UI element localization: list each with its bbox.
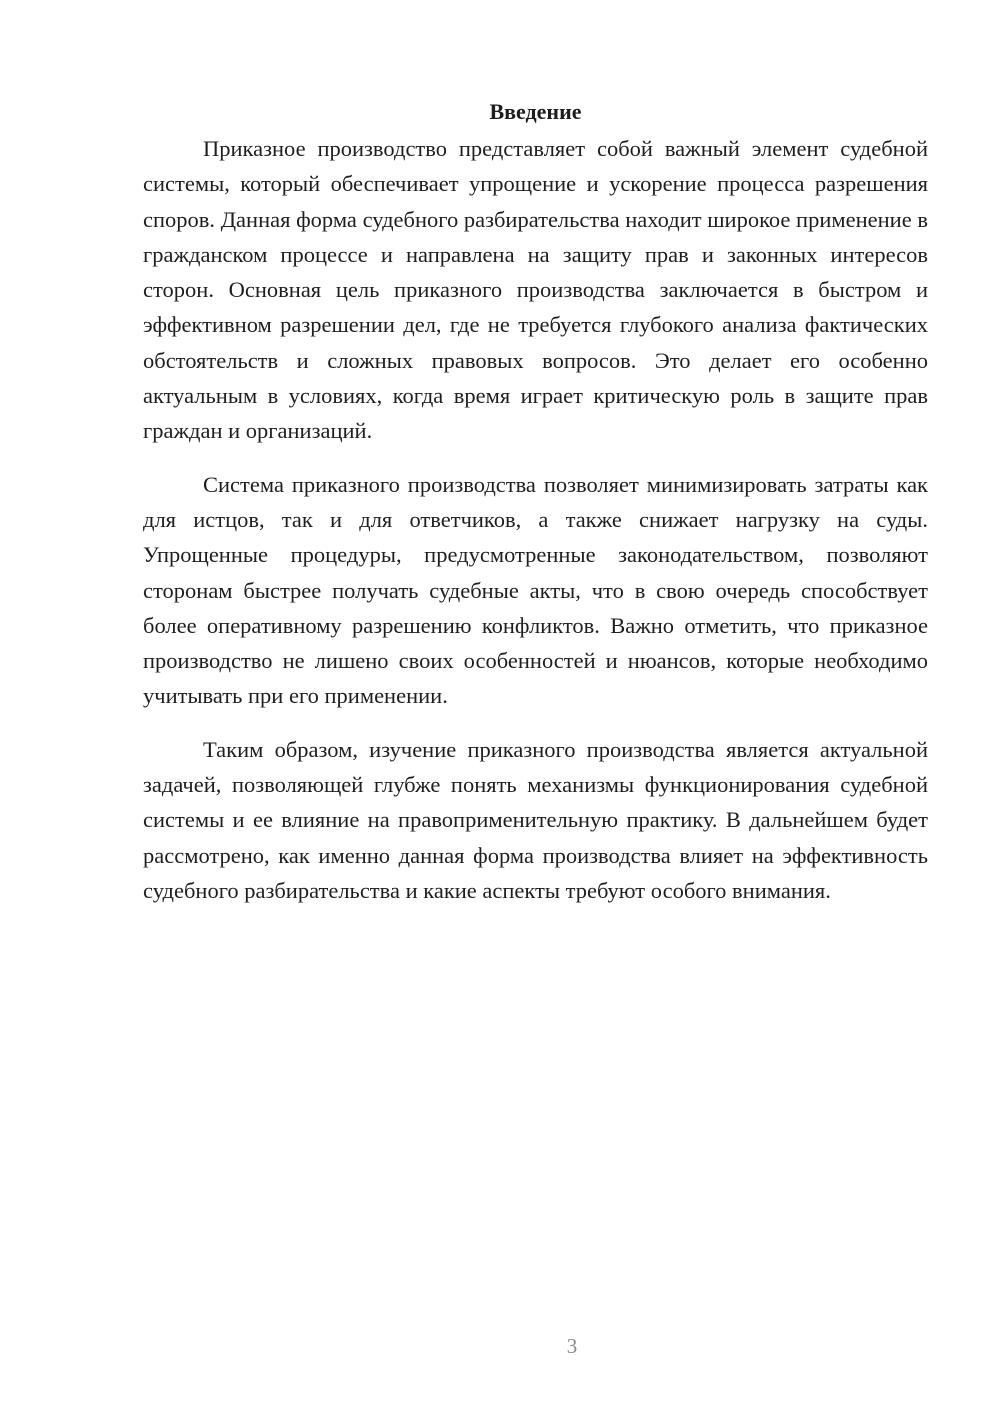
paragraph-2: Система приказного производства позволяет минимизировать затраты как для истцов, так и для ответчиков, а также снижает нагрузку на суды. Упрощенные процедуры, предусмотренные законодательством, позволяют сторонам быстрее получать судебные акты, что в свою очередь способствует более оперативному разрешению конфликтов. Важно отметить, что приказное производство не лишено своих особенностей и нюансов, которые необходимо учитывать при его применении. [143,471,928,709]
document-body [143,96,928,926]
page-number: 3 [566,1334,578,1358]
section-heading: Введение [489,99,582,124]
paragraph-1: Приказное производство представляет собой важный элемент судебной системы, который обеспечивает упрощение и ускорение процесса разрешения споров. Данная форма судебного разбирательства находит широкое применение в гражданском процессе и направлена на защиту прав и законных интересов сторон. Основная цель приказного производства заключается в быстром и эффективном разрешении дел, где не требуется глубокого анализа фактических обстоятельств и сложных правовых вопросов. Это делает его особенно актуальным в условиях, когда время играет критическую роль в защите прав граждан и организаций. [143,136,928,444]
paragraph-3: Таким образом, изучение приказного производства является актуальной задачей, позволяющей глубже понять механизмы функционирования судебной системы и ее влияние на правоприменительную практику. В дальнейшем будет рассмотрено, как именно данная форма производства влияет на эффективность судебного разбирательства и какие аспекты требуют особого внимания. [143,736,928,903]
